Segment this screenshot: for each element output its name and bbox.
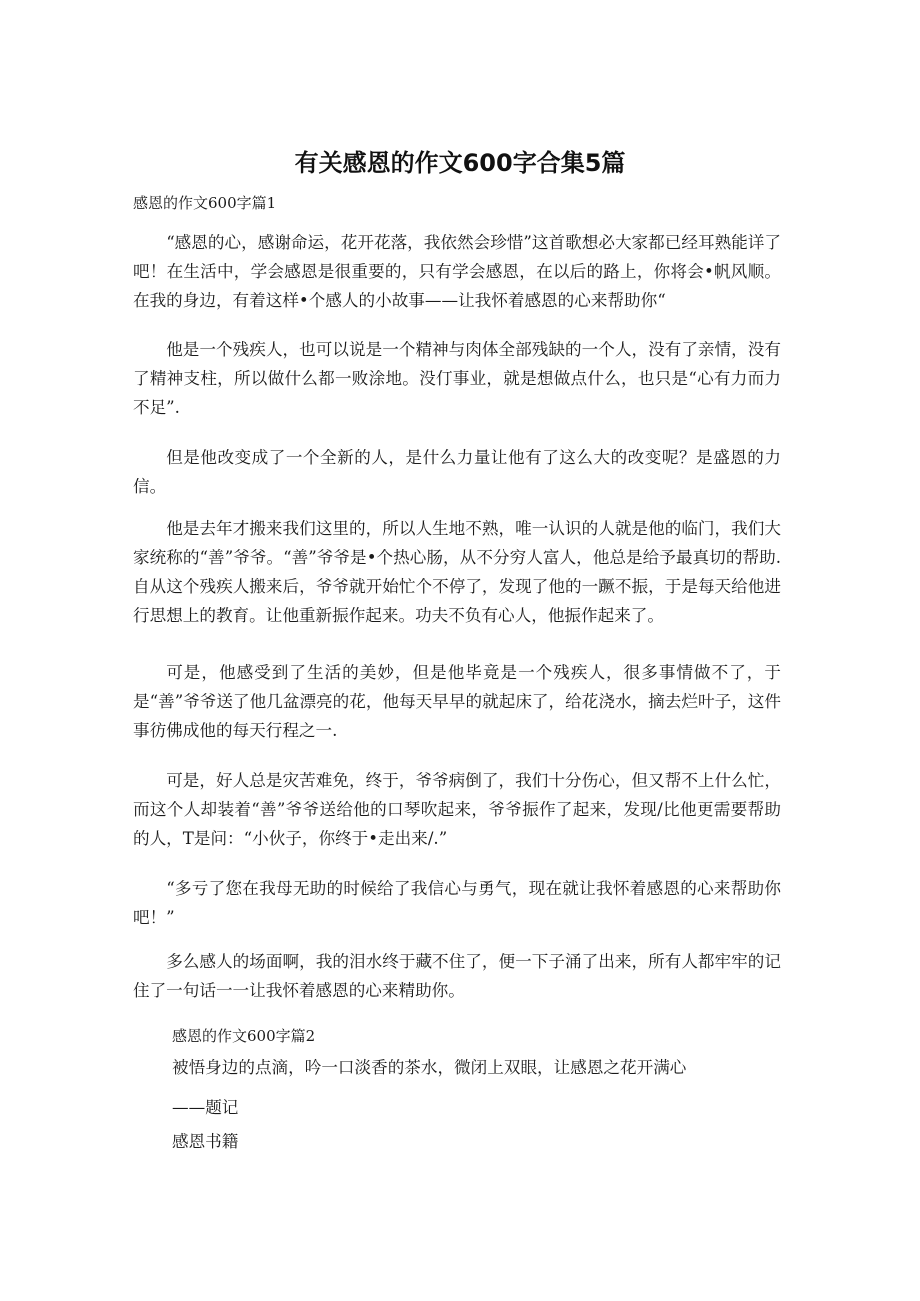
section2-line-1: 被悟身边的点滴，吟一口淡香的茶水，微闭上双眼，让感恩之花开满心	[172, 1058, 687, 1077]
paragraph-5: 可是，他感受到了生活的美妙，但是他毕竟是一个残疾人，很多事情做不了，于是“善”爷爷送了他几盆漂亮的花，他每天早早的就起床了，给花浇水，摘去烂叶子，这件事彷佛成他的每天行程之一.	[133, 663, 781, 740]
section-heading-1: 感恩的作文600字篇1	[133, 194, 277, 212]
paragraph-6: 可是，好人总是灾苦难免，终于，爷爷病倒了，我们十分伤心，但又帮不上什么忙，而这个人却装着“善”爷爷送给他的口琴吹起来，爷爷振作了起来，发现/比他更需要帮助的人，T是问：“小伙子，你终于•走出来/.”	[133, 771, 781, 848]
paragraph-2: 他是一个残疾人，也可以说是一个精神与肉体全部残缺的一个人，没有了亲情，没有了精神支柱，所以做什么都一败涂地。没仃事业，就是想做点什么，也只是“心有力而力不足”.	[133, 340, 781, 417]
section-heading-2: 感恩的作文600字篇2	[172, 1027, 316, 1045]
paragraph-3: 但是他改变成了一个全新的人，是什么力量让他有了这么大的改变呢？是盛恩的力信。	[133, 448, 781, 496]
section2-line-2: ——题记	[172, 1098, 239, 1117]
paragraph-4: 他是去年才搬来我们这里的，所以人生地不熟，唯一认识的人就是他的临门，我们大家统称的“善”爷爷。“善”爷爷是•个热心肠，从不分穷人富人，他总是给予最真切的帮助.自从这个残疾人搬来后，爷爷就开始忙个不停了，发现了他的一蹶不振，于是每天给他进行思想上的教育。让他重新振作起来。功夫不负有心人，他振作起来了。	[133, 519, 781, 625]
paragraph-7: “多亏了您在我母无助的时候给了我信心与勇气，现在就让我怀着感恩的心来帮助你吧！”	[133, 879, 781, 927]
section2-line-3: 感恩书籍	[172, 1132, 239, 1151]
paragraph-1: “感恩的心，感谢命运，花开花落，我依然会珍惜”这首歌想必大家都已经耳熟能详了吧！在生活中，学会感恩是很重要的，只有学会感恩，在以后的路上，你将会•帆风顺。在我的身边，有着这样•个感人的小故事——让我怀着感恩的心来帮助你“	[133, 233, 781, 310]
document-title: 有关感恩的作文600字合集5篇	[294, 149, 626, 177]
paragraph-8: 多么感人的场面啊，我的泪水终于藏不住了，便一下子涌了出来，所有人都牢牢的记住了一句话一一让我怀着感恩的心来精助你。	[133, 952, 781, 1000]
